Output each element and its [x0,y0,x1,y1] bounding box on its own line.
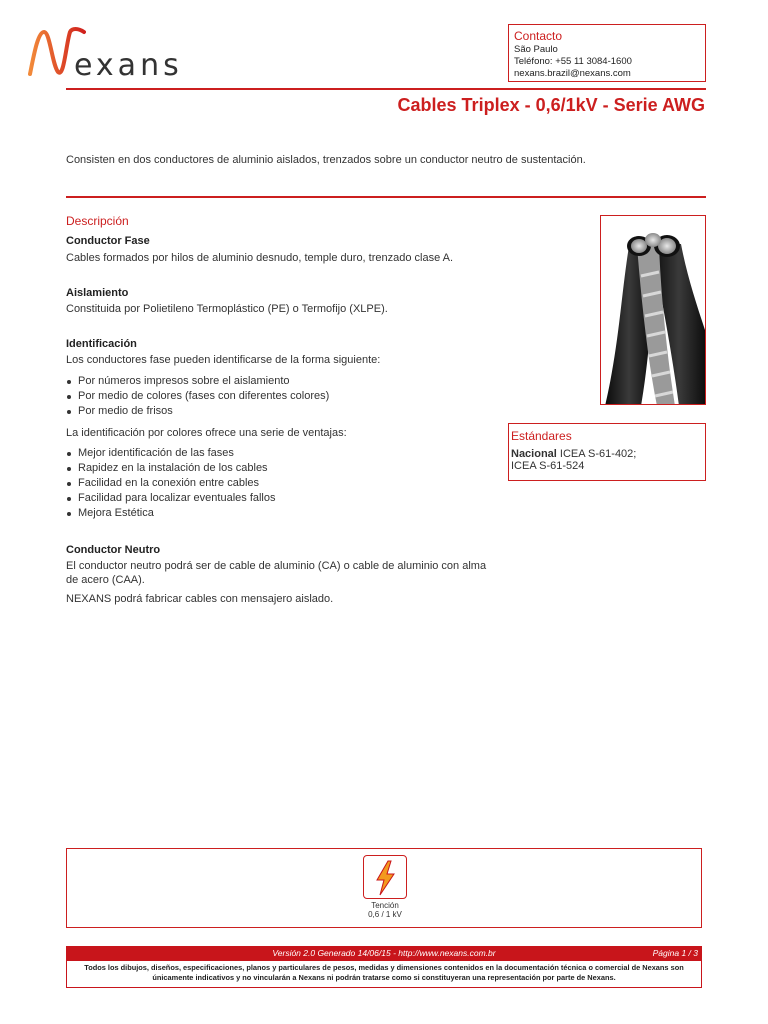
voltage-icon [363,855,407,899]
advantages-list [66,446,486,521]
header-rule [66,88,706,90]
nexans-logo [26,24,226,84]
standards-box [508,423,706,481]
standards-value-1: ICEA S-61-402; [559,448,637,460]
list-item: Rapidez en la instalación de los cables [66,461,486,476]
conductor-fase-text: Cables formados por hilos de aluminio desnudo, temple duro, trenzado clase A. [66,252,454,264]
contact-city: São Paulo [514,44,558,55]
conductor-neutro-heading: Conductor Neutro [66,544,161,556]
identificacion-text: Los conductores fase pueden identificarse de la forma siguiente: [66,354,381,366]
page-title: Cables Triplex - 0,6/1kV - Serie AWG [397,95,705,115]
aislamiento-text: Constituida por Polietileno Termoplástico (PE) o Termofijo (XLPE). [66,303,388,315]
identificacion-heading: Identificación [66,338,137,350]
lightning-bolt-icon [364,856,408,900]
list-item: Por medio de frisos [66,404,486,419]
identificacion-text-2: La identificación por colores ofrece una serie de ventajas: [66,427,347,439]
contact-phone: Teléfono: +55 11 3084-1600 [514,56,632,67]
intro-text: Consisten en dos conductores de aluminio aislados, trenzados sobre un conductor neutro de sustentación. [66,154,586,166]
standards-value-2: ICEA S-61-524 [511,460,585,472]
footer-version[interactable]: Versión 2.0 Generado 14/06/15 - http://www.nexans.com.br [272,948,496,958]
contact-box [508,24,706,82]
conductor-neutro-text: El conductor neutro podrá ser de cable de aluminio (CA) o cable de aluminio con alma de acero (CAA). [66,560,487,586]
standards-label: Nacional [511,448,557,460]
footer-page-number: Página 1 / 3 [652,948,698,958]
standards-line-1 [511,448,703,460]
contact-email[interactable]: nexans.brazil@nexans.com [514,68,631,79]
description-title: Descripción [66,214,129,228]
conductor-fase-heading: Conductor Fase [66,235,150,247]
list-item: Mejora Estética [66,506,486,521]
voltage-label-text: Tención [371,901,399,910]
triplex-cable-image-icon [601,216,706,405]
list-item: Facilidad para localizar eventuales fallos [66,491,486,506]
intro-rule [66,196,706,198]
cable-photo [600,215,706,405]
voltage-value: 0,6 / 1 kV [368,910,402,919]
list-item: Facilidad en la conexión entre cables [66,476,486,491]
voltage-label [335,901,435,919]
list-item: Por medio de colores (fases con diferentes colores) [66,389,486,404]
legal-disclaimer: Todos los dibujos, diseños, especificaciones, planos y particulares de pesos, medidas y dimensiones contenidos en la documentación técnica o comercial de Nexans son únicamente indicativos y no vincularán a Nexans ni podrán tratarse como si constituyeran una representación por parte de Nexans. [66,961,702,988]
list-item: Por números impresos sobre el aislamiento [66,374,486,389]
identification-list [66,374,486,419]
voltage-box [66,848,702,928]
footer-bar [66,946,702,961]
logo-text: exans [74,48,183,83]
list-item: Mejor identificación de las fases [66,446,486,461]
conductor-neutro-text-2: NEXANS podrá fabricar cables con mensajero aislado. [66,593,334,605]
aislamiento-heading: Aislamiento [66,287,129,299]
standards-title: Estándares [511,429,572,443]
contact-title: Contacto [514,29,563,43]
